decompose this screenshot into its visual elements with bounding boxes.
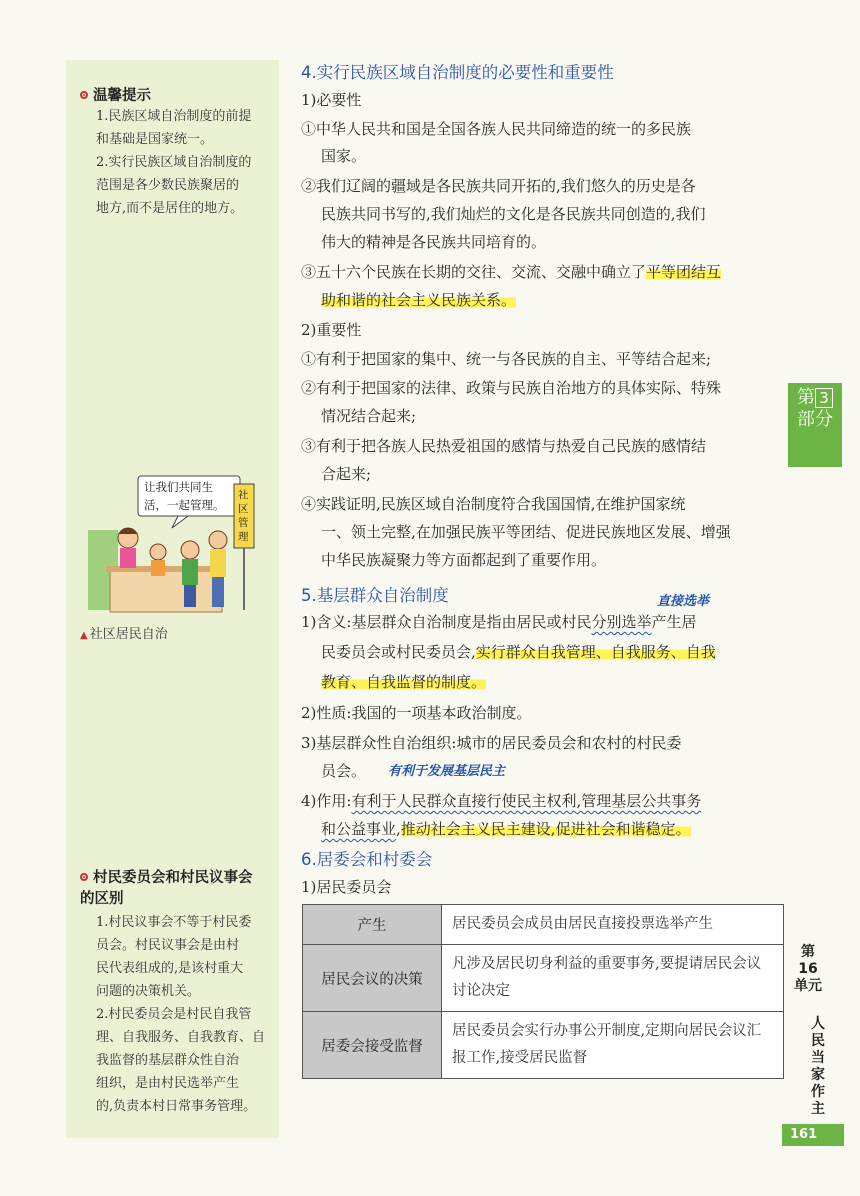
tip-line: 的,负责本村日常事务管理。: [96, 1099, 257, 1114]
tip-list-warm: [96, 105, 276, 220]
text-line: ①中华人民共和国是全国各族人民共同缔造的统一的多民族: [301, 120, 692, 138]
unit-name: 人 民 当 家 作 主: [811, 1016, 825, 1117]
table-row: [303, 945, 784, 1012]
page-number: 161: [782, 1124, 844, 1146]
wavy-underline-text: 和公益事业: [321, 820, 397, 838]
tip-line: 理、自我服务、自我教育、自: [96, 1030, 266, 1045]
part-number-box: 3: [815, 388, 833, 408]
text-line: 和公益事业,推动社会主义民主建设,促进社会和谐稳定。: [321, 820, 691, 838]
highlight-text: 教育、自我监督的制度。: [321, 673, 487, 691]
table-row: [303, 905, 784, 945]
table-key-cell: 产生: [303, 905, 442, 945]
tip-list-village: [96, 911, 278, 1118]
text-line: 伟大的精神是各民族共同培育的。: [321, 233, 547, 251]
speech-text-1: 让我们共同生: [144, 480, 213, 494]
tip-line: 范围是各少数民族聚居的: [96, 178, 240, 193]
text-line: 民族共同书写的,我们灿烂的文化是各民族共同创造的,我们: [321, 205, 706, 223]
tip-line: 问题的决策机关。: [96, 984, 201, 999]
table-row: [303, 1012, 784, 1079]
svg-text:社: 社: [238, 489, 249, 501]
tip-heading-warm: 温馨提示: [80, 84, 151, 105]
svg-text:理: 理: [238, 531, 249, 543]
speech-text-2: 活，一起管理。: [144, 498, 225, 512]
text-line: ②有利于把国家的法律、政策与民族自治地方的具体实际、特殊: [301, 379, 722, 397]
highlight-text: 推动社会主义民主建设,促进社会和谐稳定。: [400, 820, 691, 838]
bullet-dot-icon: [80, 873, 88, 881]
section-6-title: 6.居委会和村委会: [301, 850, 433, 869]
text-line: ③有利于把各族人民热爱祖国的感情与热爱自己民族的感情结: [301, 437, 707, 455]
community-illustration: [88, 470, 266, 620]
section-5-title: 5.基层群众自治制度: [301, 586, 449, 605]
wavy-underline-text: 有利于人民群众直接行使民主权利,管理基层公共事务: [351, 792, 702, 810]
bullet-dot-icon: [80, 91, 88, 99]
text-line: 员会。: [321, 762, 367, 780]
subheading: 1)必要性: [301, 91, 362, 109]
tip-line: 和基础是国家统一。: [96, 132, 214, 147]
subheading: 2)重要性: [301, 321, 362, 339]
tip-line: 地方,而不是居住的地方。: [96, 201, 244, 216]
tip-line: 1.村民议事会不等于村民委: [96, 915, 252, 930]
tip-line: 员会。村民议事会是由村: [96, 938, 240, 953]
subheading: 1)居民委员会: [301, 878, 392, 896]
illustration-caption: ▲ 社区居民自治: [80, 627, 168, 642]
table-value-cell: 居民委员会成员由居民直接投票选举产生: [442, 905, 784, 945]
text-line: 情况结合起来;: [321, 407, 417, 425]
table-key-cell: 居委会接受监督: [303, 1012, 442, 1079]
committee-table: [302, 904, 784, 1079]
svg-text:区: 区: [238, 503, 249, 515]
text-line: [321, 672, 486, 693]
text-line: 2)性质:我国的一项基本政治制度。: [301, 704, 532, 722]
section-4-title: 4.实行民族区域自治制度的必要性和重要性: [301, 63, 614, 82]
tip-line: 组织，是由村民选举产生: [96, 1076, 240, 1091]
table-value-cell: 凡涉及居民切身利益的重要事务,要提请居民会议讨论决定: [442, 945, 784, 1012]
svg-text:管: 管: [238, 517, 249, 529]
handwritten-note: 直接选举: [657, 594, 710, 609]
text-line: 合起来;: [321, 465, 372, 483]
text-line: [321, 290, 516, 311]
handwritten-note: 有利于发展基层民主: [388, 764, 506, 779]
text-line: ③五十六个民族在长期的交往、交流、交融中确立了平等团结互: [301, 263, 722, 281]
tip-line: 民代表组成的,是该村重大: [96, 961, 244, 976]
unit-number: 第 16 单元: [794, 944, 822, 994]
highlight-text: 实行群众自我管理、自我服务、自我: [475, 643, 716, 661]
triangle-icon: ▲: [80, 630, 88, 641]
text-line: 一、领土完整,在加强民族平等团结、促进民族地区发展、增强: [321, 523, 731, 541]
text-line: 1)含义:基层群众自治制度是指由居民或村民分别选举产生居: [301, 613, 697, 631]
text-line: 民委员会或村民委员会,实行群众自我管理、自我服务、自我: [321, 643, 716, 661]
text-line: 国家。: [321, 147, 367, 165]
text-line: ②我们辽阔的疆域是各民族共同开拓的,我们悠久的历史是各: [301, 177, 696, 195]
tip-heading-village: 村民委员会和村民议事会 的区别: [80, 870, 253, 907]
text-line: 中华民族凝聚力等方面都起到了重要作用。: [321, 551, 607, 569]
tip-line: 1.民族区域自治制度的前提: [96, 109, 252, 124]
table-value-cell: 居民委员会实行办事公开制度,定期向居民会议汇报工作,接受居民监督: [442, 1012, 784, 1079]
highlight-text: 助和谐的社会主义民族关系。: [321, 291, 517, 309]
wavy-underline-text: 分别选举: [591, 613, 652, 631]
highlight-text: 平等团结互: [646, 263, 722, 281]
text-line: 3)基层群众性自治组织:城市的居民委员会和农村的村民委: [301, 734, 682, 752]
tip-line: 2.实行民族区域自治制度的: [96, 155, 252, 170]
tip-line: 2.村民委员会是村民自我管: [96, 1007, 252, 1022]
text-line: ①有利于把国家的集中、统一与各民族的自主、平等结合起来;: [301, 350, 712, 368]
tip-line: 我监督的基层群众性自治: [96, 1053, 240, 1068]
table-key-cell: 居民会议的决策: [303, 945, 442, 1012]
part-tab: 第 3 部分: [788, 383, 842, 467]
text-line: ④实践证明,民族区域自治制度符合我国国情,在维护国家统: [301, 495, 686, 513]
text-line: 4)作用:有利于人民群众直接行使民主权利,管理基层公共事务: [301, 792, 702, 810]
